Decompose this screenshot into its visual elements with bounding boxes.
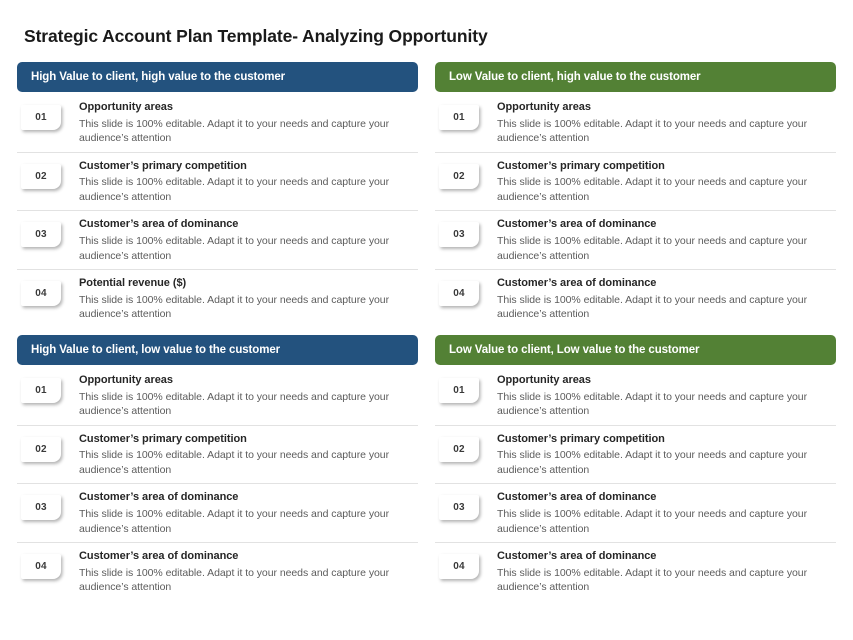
item-body — [69, 160, 418, 205]
item-number-badge: 01 — [21, 378, 61, 403]
quadrant-low-client-low-customer — [435, 335, 836, 601]
quadrant-header-low-client-high-customer: Low Value to client, high value to the customer — [435, 62, 836, 92]
item-number-badge-wrap — [17, 160, 69, 189]
quadrant-grid — [17, 62, 836, 601]
item-number-badge: 03 — [439, 495, 479, 520]
item-description: This slide is 100% editable. Adapt it to your needs and capture your audience’s attention — [497, 449, 808, 476]
item-number-badge: 01 — [439, 378, 479, 403]
item-description: This slide is 100% editable. Adapt it to your needs and capture your audience’s attention — [497, 390, 808, 418]
item-number-badge: 04 — [21, 281, 61, 306]
item-title: Potential revenue ($) — [79, 277, 187, 290]
item-number-badge: 04 — [439, 554, 479, 579]
list-item[interactable] — [435, 211, 836, 270]
item-number-badge-wrap — [17, 101, 69, 130]
item-number-badge: 03 — [21, 222, 61, 247]
item-body — [69, 550, 418, 595]
list-item[interactable] — [17, 153, 418, 212]
item-description: This slide is 100% editable. Adapt it to your needs and capture your audience’s attention — [79, 117, 390, 145]
quadrant-header-low-client-low-customer: Low Value to client, Low value to the customer — [435, 335, 836, 365]
item-description: This slide is 100% editable. Adapt it to your needs and capture your audience’s attention — [79, 566, 390, 594]
item-description: This slide is 100% editable. Adapt it to your needs and capture your audience’s attention — [79, 449, 390, 476]
item-body — [69, 277, 418, 322]
item-number-badge: 03 — [21, 495, 61, 520]
list-item[interactable] — [435, 543, 836, 601]
item-body — [487, 374, 836, 419]
item-number-badge-wrap — [17, 491, 69, 520]
item-number-badge: 02 — [21, 437, 61, 462]
item-description: This slide is 100% editable. Adapt it to your needs and capture your audience’s attention — [497, 508, 808, 535]
quadrant-high-client-low-customer — [17, 335, 418, 601]
item-description: This slide is 100% editable. Adapt it to your needs and capture your audience’s attention — [79, 293, 390, 321]
item-number-badge: 02 — [21, 164, 61, 189]
item-body — [487, 550, 836, 595]
item-number-badge-wrap — [435, 491, 487, 520]
item-number-badge-wrap — [435, 277, 487, 306]
item-title: Customer’s primary competition — [497, 432, 665, 445]
item-number-badge-wrap — [435, 550, 487, 579]
item-title: Customer’s primary competition — [497, 159, 665, 172]
item-number-badge-wrap — [17, 277, 69, 306]
list-item[interactable] — [435, 484, 836, 543]
list-item[interactable] — [17, 270, 418, 328]
quadrant-header-high-client-high-customer: High Value to client, high value to the customer — [17, 62, 418, 92]
item-number-badge-wrap — [17, 550, 69, 579]
item-title: Opportunity areas — [79, 101, 173, 113]
item-body — [69, 433, 418, 478]
list-item[interactable] — [17, 484, 418, 543]
item-number-badge-wrap — [17, 374, 69, 403]
item-number-badge: 02 — [439, 437, 479, 462]
item-body — [69, 374, 418, 419]
item-body — [69, 218, 418, 263]
item-body — [69, 491, 418, 536]
item-number-badge-wrap — [435, 160, 487, 189]
item-title: Customer’s area of dominance — [497, 277, 657, 290]
item-description: This slide is 100% editable. Adapt it to your needs and capture your audience’s attention — [497, 293, 808, 321]
item-description: This slide is 100% editable. Adapt it to your needs and capture your audience’s attention — [79, 508, 390, 535]
item-body — [487, 433, 836, 478]
item-number-badge: 01 — [439, 105, 479, 130]
item-title: Customer’s area of dominance — [497, 218, 657, 231]
item-number-badge-wrap — [435, 433, 487, 462]
item-description: This slide is 100% editable. Adapt it to your needs and capture your audience’s attention — [497, 566, 808, 594]
item-title: Opportunity areas — [497, 373, 591, 386]
item-description: This slide is 100% editable. Adapt it to your needs and capture your audience’s attention — [497, 235, 808, 262]
item-number-badge-wrap — [17, 433, 69, 462]
quadrant-item-list — [17, 365, 418, 601]
item-title: Customer’s primary competition — [79, 159, 247, 172]
item-title: Customer’s primary competition — [79, 432, 247, 445]
list-item[interactable] — [17, 426, 418, 485]
list-item[interactable] — [435, 367, 836, 426]
item-title: Customer’s area of dominance — [497, 491, 657, 504]
item-number-badge: 02 — [439, 164, 479, 189]
item-number-badge-wrap — [17, 218, 69, 247]
item-body — [487, 101, 836, 146]
list-item[interactable] — [17, 211, 418, 270]
item-title: Opportunity areas — [79, 373, 173, 386]
item-description: This slide is 100% editable. Adapt it to your needs and capture your audience’s attention — [79, 176, 390, 203]
item-description: This slide is 100% editable. Adapt it to your needs and capture your audience’s attention — [497, 176, 808, 203]
list-item[interactable] — [435, 426, 836, 485]
quadrant-item-list — [435, 365, 836, 601]
item-title: Customer’s area of dominance — [79, 218, 239, 231]
page-title: Strategic Account Plan Template- Analyzing Opportunity — [24, 26, 488, 46]
item-body — [487, 160, 836, 205]
quadrant-high-client-high-customer — [17, 62, 418, 328]
item-body — [487, 218, 836, 263]
item-description: This slide is 100% editable. Adapt it to your needs and capture your audience’s attention — [79, 235, 390, 262]
list-item[interactable] — [17, 367, 418, 426]
item-number-badge-wrap — [435, 218, 487, 247]
item-title: Opportunity areas — [497, 101, 591, 113]
item-number-badge: 01 — [21, 105, 61, 130]
item-description: This slide is 100% editable. Adapt it to your needs and capture your audience’s attention — [79, 390, 390, 418]
item-body — [69, 101, 418, 146]
quadrant-header-high-client-low-customer: High Value to client, low value to the customer — [17, 335, 418, 365]
item-title: Customer’s area of dominance — [497, 550, 657, 563]
quadrant-item-list — [435, 92, 836, 328]
item-number-badge: 04 — [21, 554, 61, 579]
list-item[interactable] — [17, 543, 418, 601]
item-body — [487, 491, 836, 536]
item-description: This slide is 100% editable. Adapt it to your needs and capture your audience’s attention — [497, 117, 808, 145]
list-item[interactable] — [17, 94, 418, 153]
item-number-badge-wrap — [435, 101, 487, 130]
item-title: Customer’s area of dominance — [79, 550, 239, 563]
item-number-badge: 04 — [439, 281, 479, 306]
item-number-badge: 03 — [439, 222, 479, 247]
quadrant-item-list — [17, 92, 418, 328]
item-body — [487, 277, 836, 322]
item-title: Customer’s area of dominance — [79, 491, 239, 504]
item-number-badge-wrap — [435, 374, 487, 403]
list-item[interactable] — [435, 153, 836, 212]
list-item[interactable] — [435, 94, 836, 153]
list-item[interactable] — [435, 270, 836, 328]
quadrant-low-client-high-customer — [435, 62, 836, 328]
